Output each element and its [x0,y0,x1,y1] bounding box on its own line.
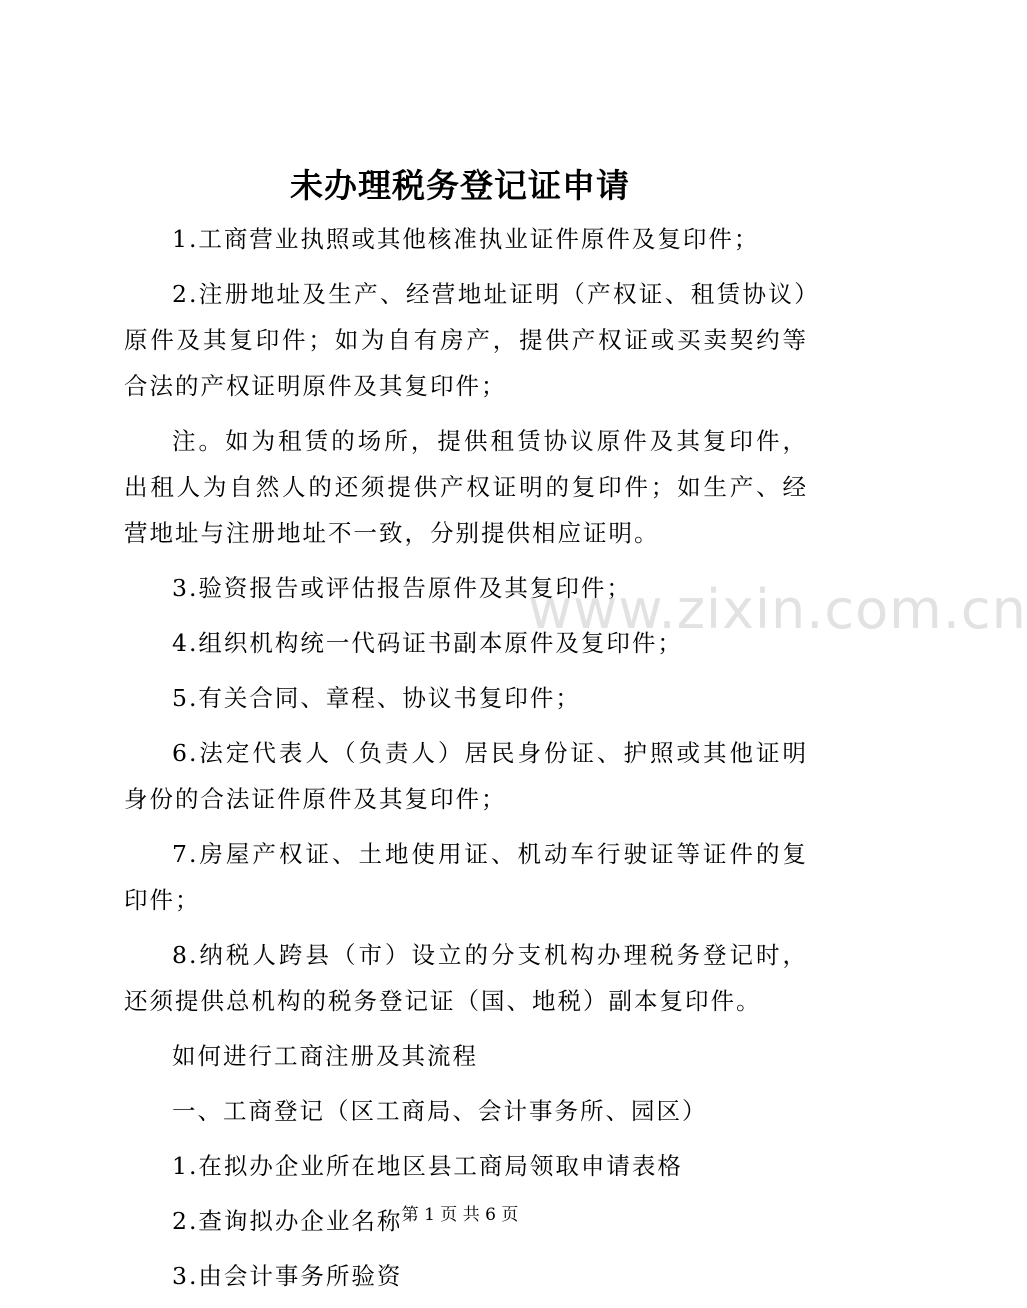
document-title: 未办理税务登记证申请 [290,166,630,205]
paragraph: 4.组织机构统一代码证书副本原件及复印件； [172,629,683,657]
paragraph: 1.工商营业执照或其他核准执业证件原件及复印件； [172,225,760,253]
paragraph: 3.由会计事务所验资 [172,1262,403,1290]
paragraph: 注。如为租赁的场所，提供租赁协议原件及其复印件，出租人为自然人的还须提供产权证明的复印件；如生产、经营地址与注册地址不一致，分别提供相应证明。 [124,427,808,547]
paragraph: 8.纳税人跨县（市）设立的分支机构办理税务登记时，还须提供总机构的税务登记证（国、地税）副本复印件。 [124,941,808,1015]
paragraph: 2.注册地址及生产、经营地址证明（产权证、租赁协议）原件及其复印件；如为自有房产，提供产权证或买卖契约等合法的产权证明原件及其复印件； [124,280,808,400]
paragraph: 一、工商登记（区工商局、会计事务所、园区） [172,1097,708,1125]
paragraph: 5.有关合同、章程、协议书复印件； [172,684,581,712]
paragraph: 3.验资报告或评估报告原件及其复印件； [172,574,632,602]
page-footer: 第 1 页 共 6 页 [401,1205,519,1225]
watermark: www.zixin.com.cn [528,578,1027,641]
paragraph: 7.房屋产权证、土地使用证、机动车行驶证等证件的复印件； [124,840,808,914]
paragraph: 2.查询拟办企业名称 [172,1207,403,1235]
paragraph: 6.法定代表人（负责人）居民身份证、护照或其他证明身份的合法证件原件及其复印件； [124,739,808,813]
paragraph: 如何进行工商注册及其流程 [172,1042,478,1070]
paragraph: 1.在拟办企业所在地区县工商局领取申请表格 [172,1152,683,1180]
document-body [124,216,808,1308]
